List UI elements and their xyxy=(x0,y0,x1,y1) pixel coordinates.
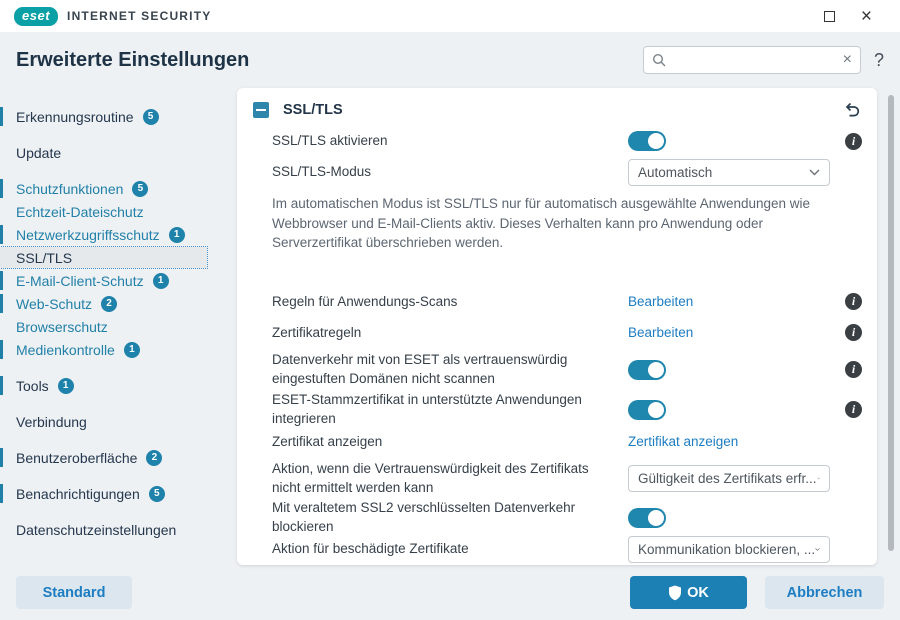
aktion-vertrauenswuerdigkeit-dropdown[interactable] xyxy=(628,465,830,492)
dropdown-value: Kommunikation blockieren, ... xyxy=(638,541,816,557)
active-indicator-bar xyxy=(0,225,3,244)
sidebar-item-benutzeroberflaeche[interactable] xyxy=(0,447,207,468)
row-ssl-tls-modus xyxy=(237,159,877,186)
badge: 1 xyxy=(169,227,185,243)
sidebar-item-netzwerkzugriffsschutz[interactable] xyxy=(0,224,207,245)
standard-button[interactable]: Standard xyxy=(16,576,132,609)
active-indicator-bar xyxy=(0,107,3,126)
main-content xyxy=(237,88,900,565)
row-stammzertifikat xyxy=(237,392,877,426)
info-icon[interactable]: i xyxy=(845,324,862,341)
info-icon[interactable]: i xyxy=(845,401,862,418)
sidebar-item-echtzeit-dateischutz[interactable] xyxy=(0,201,207,222)
help-icon[interactable]: ? xyxy=(873,49,884,70)
ok-button-label: OK xyxy=(687,584,709,601)
sidebar-item-datenschutzeinstellungen[interactable] xyxy=(0,519,207,540)
row-aktion-vertrauenswuerdigkeit xyxy=(237,461,877,497)
setting-label: Zertifikatregeln xyxy=(272,324,362,340)
titlebar xyxy=(0,0,900,32)
mode-description: Im automatischen Modus ist SSL/TLS nur für automatisch ausgewählte Anwendungen wie Webbrowser und E-Mail-Clients aktiv. Dieses Verhalten kann pro Anwendung oder Serverzertifikat überschrieben werden. xyxy=(272,196,811,251)
badge: 5 xyxy=(149,486,165,502)
beschaedigte-zertifikate-dropdown[interactable] xyxy=(628,536,830,563)
sidebar-item-label: Medienkontrolle xyxy=(16,341,115,358)
setting-label: SSL/TLS-Modus xyxy=(272,164,372,180)
info-icon[interactable]: i xyxy=(845,361,862,378)
stammzertifikat-toggle[interactable] xyxy=(628,400,666,420)
badge: 5 xyxy=(132,181,148,197)
reset-to-default-icon[interactable] xyxy=(843,101,861,119)
dropdown-value: Gültigkeit des Zertifikats erfr... xyxy=(638,471,817,487)
sidebar-item-label: Update xyxy=(16,144,62,161)
close-icon[interactable]: × xyxy=(860,5,872,27)
vertrauenswuerdige-domaenen-toggle[interactable] xyxy=(628,360,666,380)
setting-label: Aktion für beschädigte Zertifikate xyxy=(272,541,469,557)
panel-title: SSL/TLS xyxy=(283,102,343,118)
sidebar-item-schutzfunktionen[interactable] xyxy=(0,178,207,199)
product-name: INTERNET SECURITY xyxy=(67,9,212,23)
sidebar-item-label: Verbindung xyxy=(16,413,87,430)
page-title: Erweiterte Einstellungen xyxy=(16,48,250,71)
active-indicator-bar xyxy=(0,340,3,359)
shield-icon xyxy=(668,585,682,601)
setting-label: ESET-Stammzertifikat in unterstützte Anwendungen integrieren xyxy=(272,392,582,426)
badge: 1 xyxy=(58,378,74,394)
setting-label: SSL/TLS aktivieren xyxy=(272,132,388,148)
sidebar-item-label: Schutzfunktionen xyxy=(16,180,124,197)
sidebar-item-label: Tools xyxy=(16,377,49,394)
cancel-button[interactable]: Abbrechen xyxy=(765,576,884,609)
clear-search-icon[interactable]: × xyxy=(842,51,852,68)
bearbeiten-link[interactable]: Bearbeiten xyxy=(628,294,694,310)
ssl-tls-modus-dropdown[interactable] xyxy=(628,159,830,186)
sidebar-item-update[interactable] xyxy=(0,142,207,163)
sidebar-item-medienkontrolle[interactable] xyxy=(0,339,207,360)
bearbeiten-link[interactable]: Bearbeiten xyxy=(628,325,694,341)
zertifikat-anzeigen-link[interactable]: Zertifikat anzeigen xyxy=(628,434,739,450)
row-beschaedigte-zertifikate xyxy=(237,536,877,563)
badge: 2 xyxy=(146,450,162,466)
row-vertrauenswuerdige-domaenen xyxy=(237,352,877,388)
eset-logo: eset xyxy=(14,7,58,26)
sidebar-item-label: SSL/TLS xyxy=(16,249,73,266)
sidebar-item-label: Browserschutz xyxy=(16,318,108,335)
badge: 1 xyxy=(124,342,140,358)
sidebar-item-label: Echtzeit-Dateischutz xyxy=(16,203,144,220)
active-indicator-bar xyxy=(0,294,3,313)
sidebar-item-ssl-tls[interactable] xyxy=(0,247,207,268)
info-icon[interactable]: i xyxy=(845,133,862,150)
ok-button[interactable] xyxy=(630,576,747,609)
chevron-down-icon xyxy=(809,169,820,176)
sidebar-item-browserschutz[interactable] xyxy=(0,316,207,337)
setting-label: Mit veraltetem SSL2 verschlüsselten Datenverkehr blockieren xyxy=(272,500,576,534)
window-controls xyxy=(824,7,886,26)
sidebar-item-tools[interactable] xyxy=(0,375,207,396)
body-area xyxy=(0,88,900,565)
ssl-tls-aktivieren-toggle[interactable] xyxy=(628,131,666,151)
sidebar-item-label: Netzwerkzugriffsschutz xyxy=(16,226,160,243)
collapse-section-icon[interactable] xyxy=(253,102,269,118)
search-input[interactable] xyxy=(673,53,843,68)
sidebar-item-label: Datenschutzeinstellungen xyxy=(16,521,177,538)
setting-label: Regeln für Anwendungs-Scans xyxy=(272,293,458,309)
sidebar-item-verbindung[interactable] xyxy=(0,411,207,432)
badge: 2 xyxy=(101,296,117,312)
sidebar-item-label: Web-Schutz xyxy=(16,295,92,312)
badge: 1 xyxy=(153,273,169,289)
sidebar-item-web-schutz[interactable] xyxy=(0,293,207,314)
vertical-scrollbar[interactable] xyxy=(888,95,894,551)
active-indicator-bar xyxy=(0,179,3,198)
setting-label: Datenverkehr mit von ESET als vertrauenswürdig eingestuften Domänen nicht scannen xyxy=(272,352,568,386)
chevron-down-icon xyxy=(815,546,820,553)
sidebar-item-e-mail-client-schutz[interactable] xyxy=(0,270,207,291)
sidebar-item-erkennungsroutine[interactable] xyxy=(0,106,207,127)
sidebar-item-label: Benutzeroberfläche xyxy=(16,449,138,466)
row-zertifikatregeln xyxy=(237,322,877,344)
sidebar-item-benachrichtigungen[interactable] xyxy=(0,483,207,504)
search-box[interactable] xyxy=(643,46,861,74)
active-indicator-bar xyxy=(0,448,3,467)
setting-label: Aktion, wenn die Vertrauenswürdigkeit des Zertifikats nicht ermittelt werden kann xyxy=(272,461,589,495)
sidebar-item-label: Erkennungsroutine xyxy=(16,108,134,125)
page-header xyxy=(0,32,900,88)
active-indicator-bar xyxy=(0,484,3,503)
maximize-icon[interactable] xyxy=(824,11,835,22)
active-indicator-bar xyxy=(0,271,3,290)
active-indicator-bar xyxy=(0,376,3,395)
chevron-down-icon xyxy=(817,475,820,482)
row-zertifikat-anzeigen xyxy=(237,431,877,453)
search-icon xyxy=(652,53,667,68)
badge: 5 xyxy=(143,109,159,125)
row-ssl-tls-aktivieren xyxy=(237,129,877,153)
dropdown-value: Automatisch xyxy=(638,165,713,180)
panel-header xyxy=(237,88,877,123)
sidebar xyxy=(0,88,237,565)
sidebar-item-label: Benachrichtigungen xyxy=(16,485,140,502)
info-icon[interactable]: i xyxy=(845,293,862,310)
footer xyxy=(0,565,900,620)
row-regeln-anwendungs-scans xyxy=(237,291,877,313)
ssl2-blockieren-toggle[interactable] xyxy=(628,508,666,528)
ssl-tls-settings-panel xyxy=(237,88,877,565)
row-ssl2-blockieren xyxy=(237,500,877,534)
sidebar-item-label: E-Mail-Client-Schutz xyxy=(16,272,144,289)
setting-label: Zertifikat anzeigen xyxy=(272,433,383,449)
